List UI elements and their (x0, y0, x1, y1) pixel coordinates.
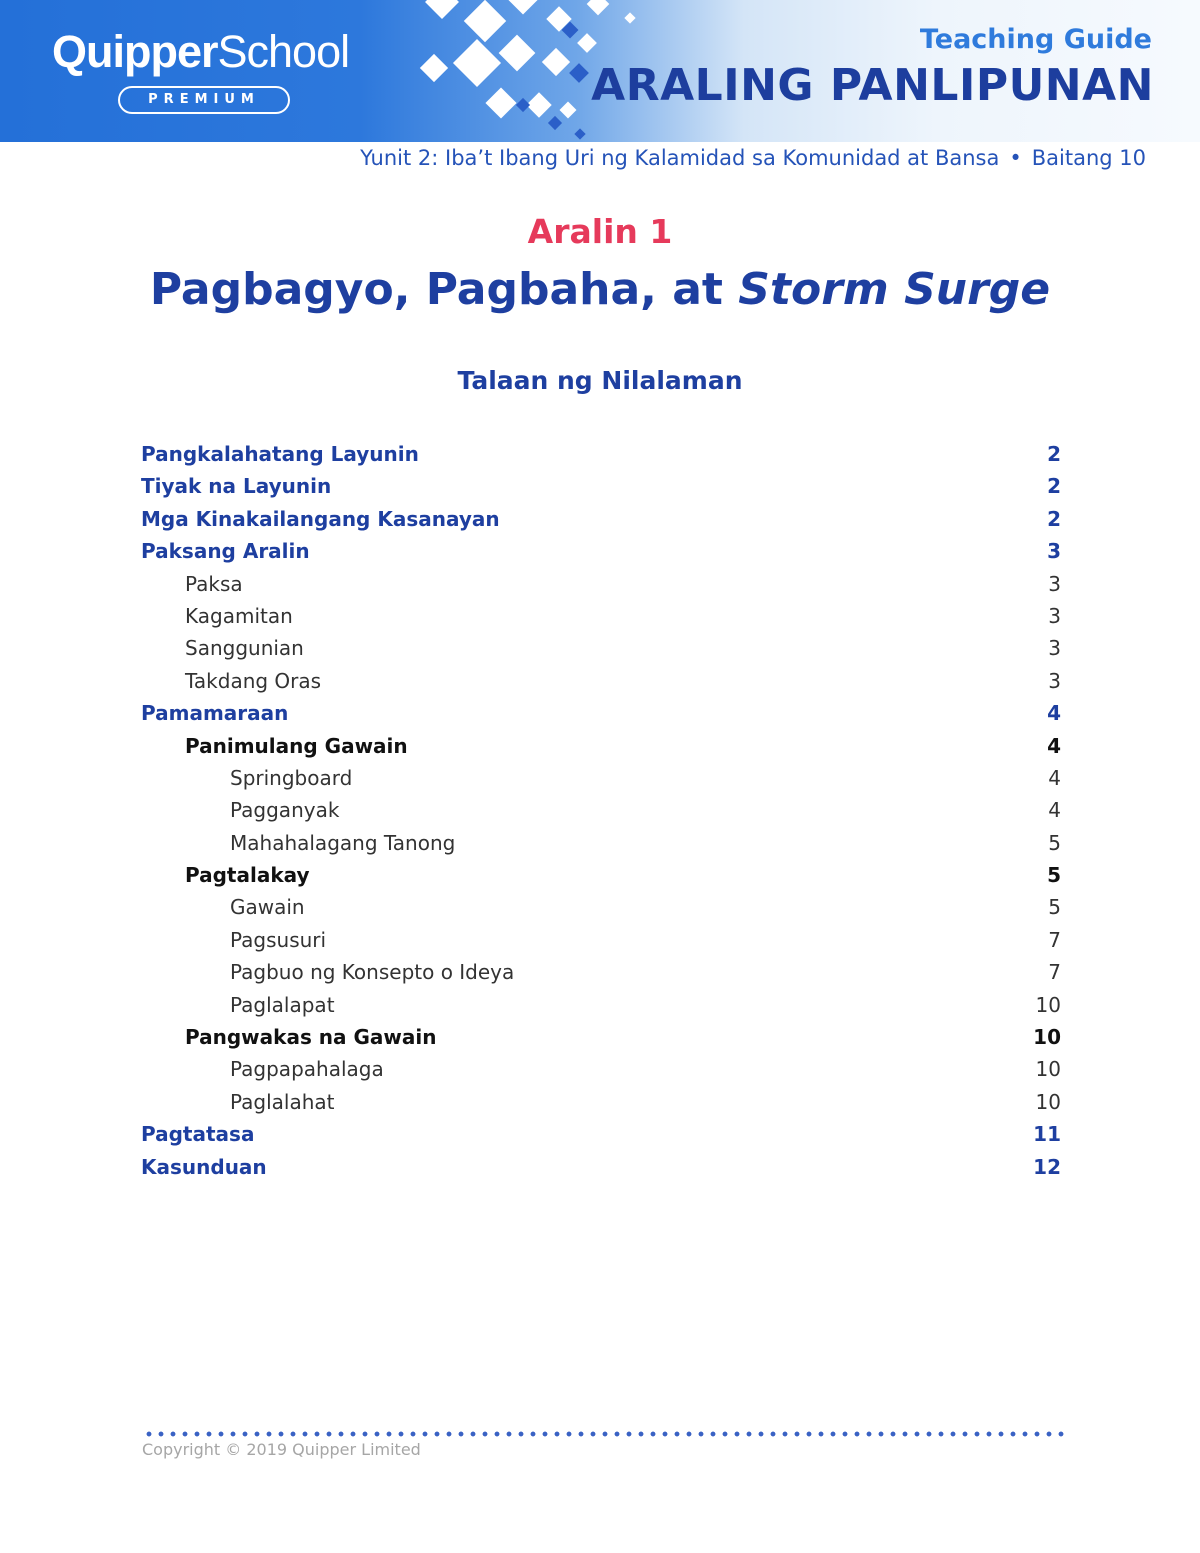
toc-entry-page: 4 (1048, 798, 1061, 823)
teaching-guide-label: Teaching Guide (919, 24, 1152, 55)
toc-entry-label: Pagganyak (230, 798, 340, 823)
unit-title: Yunit 2: Iba’t Ibang Uri ng Kalamidad sa Komunidad at Bansa (360, 146, 1000, 170)
toc-entry[interactable] (141, 438, 1061, 470)
toc-entry-page: 2 (1047, 442, 1061, 466)
toc-entry-label: Paksang Aralin (141, 539, 310, 564)
toc-entry-label: Kagamitan (185, 603, 293, 628)
toc-entry[interactable] (141, 1053, 1061, 1085)
premium-badge: PREMIUM (118, 86, 290, 114)
toc-entry-page: 2 (1047, 506, 1061, 531)
toc-entry[interactable] (141, 794, 1061, 826)
toc-entry-page: 5 (1047, 863, 1061, 888)
toc-entry-label: Takdang Oras (185, 668, 322, 693)
toc-entry-label: Springboard (230, 765, 353, 790)
toc-entry-page: 11 (1033, 1122, 1061, 1147)
lesson-title-main: Pagbagyo, Pagbaha, at (149, 264, 739, 315)
toc-entry-label: Tiyak na Layunin (141, 474, 332, 499)
toc-entry-label: Pagsusuri (230, 927, 327, 952)
toc-entry-label: Pagtalakay (185, 863, 310, 888)
toc-entry-label: Mga Kinakailangang Kasanayan (141, 506, 500, 531)
toc-entry-label: Paksa (185, 571, 243, 596)
logo-brand-bold: Quipper (52, 26, 218, 77)
lesson-title-italic: Storm Surge (738, 264, 1051, 315)
lesson-number: Aralin 1 (527, 212, 673, 251)
toc-entry-page: 3 (1048, 571, 1061, 596)
toc-entry[interactable] (141, 989, 1061, 1021)
toc-entry-page: 5 (1048, 895, 1061, 920)
toc-entry-label: Pagtatasa (141, 1122, 255, 1147)
toc-entry-page: 2 (1047, 474, 1061, 499)
toc-entry-page: 4 (1047, 701, 1061, 726)
toc-entry-page: 12 (1033, 1154, 1061, 1179)
toc-entry-page: 5 (1048, 830, 1061, 855)
toc-entry-page: 10 (1035, 992, 1061, 1017)
logo-brand-regular: School (217, 26, 350, 77)
unit-line (360, 146, 1146, 170)
toc-entry-label: Paglalahat (230, 1089, 335, 1114)
toc-entry[interactable] (141, 568, 1061, 600)
toc-entry-label: Gawain (230, 895, 305, 920)
toc-entry[interactable] (141, 632, 1061, 664)
toc-heading: Talaan ng Nilalaman (457, 366, 743, 395)
header-banner (0, 0, 1200, 142)
toc-entry[interactable] (141, 535, 1061, 567)
toc-entry[interactable] (141, 956, 1061, 988)
toc-entry[interactable] (141, 827, 1061, 859)
toc-entry-label: Pangwakas na Gawain (185, 1025, 437, 1050)
quipper-school-logo (52, 26, 362, 116)
logo-wordmark (52, 26, 349, 78)
toc-entry-page: 10 (1035, 1057, 1061, 1082)
toc-entry[interactable] (141, 762, 1061, 794)
table-of-contents (141, 438, 1061, 1183)
toc-entry-page: 3 (1048, 668, 1061, 693)
toc-entry[interactable] (141, 665, 1061, 697)
lesson-title (0, 264, 1200, 315)
unit-separator: • (1009, 146, 1022, 170)
toc-entry-page: 10 (1035, 1089, 1061, 1114)
toc-entry[interactable] (141, 1021, 1061, 1053)
toc-entry[interactable] (141, 730, 1061, 762)
toc-entry[interactable] (141, 503, 1061, 535)
toc-entry-page: 7 (1048, 960, 1061, 985)
toc-entry-label: Pangkalahatang Layunin (141, 442, 419, 466)
toc-entry-label: Sanggunian (185, 636, 304, 661)
toc-entry-label: Pamamaraan (141, 701, 289, 726)
toc-entry-page: 7 (1048, 927, 1061, 952)
toc-entry[interactable] (141, 1118, 1061, 1150)
subject-title: ARALING PANLIPUNAN (591, 60, 1154, 111)
footer-dotted-divider (143, 1431, 1065, 1437)
toc-entry[interactable] (141, 891, 1061, 923)
toc-entry[interactable] (141, 1151, 1061, 1183)
toc-entry-label: Pagbuo ng Konsepto o Ideya (230, 960, 515, 985)
toc-entry-page: 4 (1048, 765, 1061, 790)
toc-entry[interactable] (141, 600, 1061, 632)
toc-entry-page: 3 (1047, 539, 1061, 564)
toc-entry-label: Pagpapahalaga (230, 1057, 384, 1082)
toc-entry-label: Kasunduan (141, 1154, 267, 1179)
toc-entry-page: 10 (1033, 1025, 1061, 1050)
copyright-text: Copyright © 2019 Quipper Limited (142, 1440, 421, 1459)
toc-entry-label: Mahahalagang Tanong (230, 830, 456, 855)
toc-entry-label: Paglalapat (230, 992, 335, 1017)
toc-entry-label: Panimulang Gawain (185, 733, 408, 758)
toc-entry[interactable] (141, 924, 1061, 956)
toc-entry-page: 4 (1047, 733, 1061, 758)
toc-entry[interactable] (141, 470, 1061, 502)
toc-entry[interactable] (141, 859, 1061, 891)
grade-label: Baitang 10 (1031, 146, 1146, 170)
toc-entry[interactable] (141, 697, 1061, 729)
toc-entry[interactable] (141, 1086, 1061, 1118)
toc-entry-page: 3 (1048, 636, 1061, 661)
toc-entry-page: 3 (1048, 603, 1061, 628)
